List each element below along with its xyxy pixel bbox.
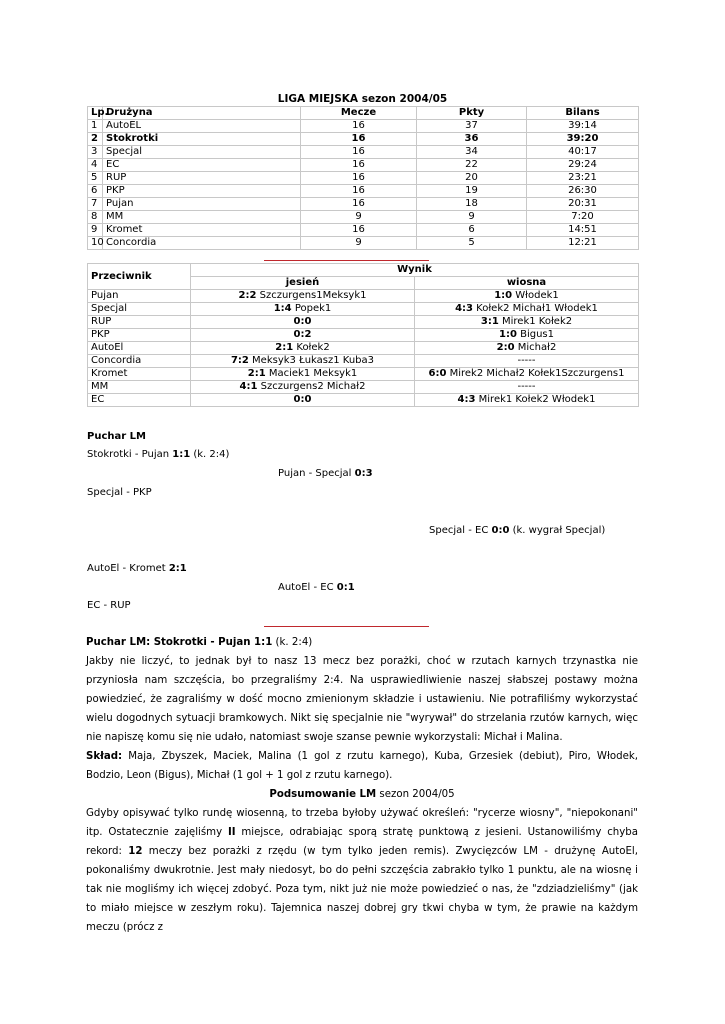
scorers-autumn: Szczurgens1Meksyk1 bbox=[256, 290, 367, 301]
league-cell-team: MM bbox=[103, 211, 301, 224]
league-cell-mecze: 16 bbox=[301, 172, 417, 185]
league-row bbox=[88, 172, 639, 185]
league-title: LIGA MIEJSKA sezon 2004/05 bbox=[277, 93, 448, 105]
article-paragraph-2: Gdyby opisywać tylko rundę wiosenną, to trzeba byłoby używać określeń: "rycerze wiosny", "niepokonani" itp. Ostatecznie zajęliśmy II miejsce, odrabiając sporą stratę punktową z jesieni. Ustanowiliśmy chyba rekord: 12 meczy bez porażki z rzędu (w tym tylko jeden remis). Zwycięzców LM - drużynę AutoEl, pokonaliśmy dwukrotnie. Jest mały niedosyt, bo do pełni szczęścia zabrakło tylko 1 punktu, ale na wiosnę i tak nie mogliśmy ich więcej zdobyć. Poza tym, nikt już nie może powiedzieć o nas, że "zdziadzieliśmy" (jak to miało miejsce w zeszłym roku). Tajemnica naszej dobrej gry tkwi chyba w tym, że prawie na każdym meczu (prócz z bbox=[86, 808, 638, 933]
league-row bbox=[88, 159, 639, 172]
cup-m1-extra: (k. 2:4) bbox=[190, 449, 230, 460]
col-bilans: Bilans bbox=[527, 107, 639, 120]
cup-m4-score: 0:0 bbox=[491, 525, 510, 536]
results-cell-autumn bbox=[191, 303, 415, 316]
results-row bbox=[88, 394, 639, 407]
league-cell-team: EC bbox=[103, 159, 301, 172]
col-team: Drużyna bbox=[103, 107, 301, 120]
league-cell-team: Stokrotki bbox=[103, 133, 301, 146]
results-cell-autumn bbox=[191, 316, 415, 329]
league-cell-pkty: 18 bbox=[417, 198, 527, 211]
score-autumn: 0:0 bbox=[293, 394, 312, 405]
league-cell-bilans: 12:21 bbox=[527, 237, 639, 250]
cup-m7-teams: EC - RUP bbox=[87, 600, 131, 611]
results-row bbox=[88, 290, 639, 303]
league-cell-lp: 4 bbox=[88, 159, 103, 172]
cup-match-2 bbox=[278, 468, 373, 480]
league-cell-pkty: 37 bbox=[417, 120, 527, 133]
article-heading: Puchar LM: Stokrotki - Pujan 1:1 (k. 2:4) bbox=[86, 637, 313, 648]
scorers-autumn: Szczurgens2 Michał2 bbox=[257, 381, 366, 392]
scorers-spring: ----- bbox=[517, 381, 536, 392]
cup-match-1 bbox=[87, 449, 229, 461]
league-cell-pkty: 36 bbox=[417, 133, 527, 146]
results-cell-spring bbox=[415, 316, 639, 329]
league-cell-lp: 9 bbox=[88, 224, 103, 237]
results-cell-spring bbox=[415, 394, 639, 407]
league-cell-bilans: 29:24 bbox=[527, 159, 639, 172]
score-autumn: 2:1 bbox=[247, 368, 266, 379]
league-cell-bilans: 7:20 bbox=[527, 211, 639, 224]
score-spring: 1:0 bbox=[499, 329, 517, 340]
league-cell-mecze: 16 bbox=[301, 133, 417, 146]
league-row bbox=[88, 133, 639, 146]
cup-match-5 bbox=[87, 563, 187, 575]
score-autumn: 2:1 bbox=[275, 342, 294, 353]
cup-m6-teams: AutoEl - EC bbox=[278, 582, 337, 593]
league-cell-mecze: 16 bbox=[301, 120, 417, 133]
league-cell-team: Specjal bbox=[103, 146, 301, 159]
league-row bbox=[88, 237, 639, 250]
col-mecze: Mecze bbox=[301, 107, 417, 120]
league-cell-bilans: 39:20 bbox=[527, 133, 639, 146]
league-cell-team: Kromet bbox=[103, 224, 301, 237]
col-result: Wynik bbox=[191, 264, 639, 277]
league-cell-mecze: 16 bbox=[301, 146, 417, 159]
league-cell-lp: 1 bbox=[88, 120, 103, 133]
scorers-spring: Mirek1 Kołek2 Włodek1 bbox=[475, 394, 596, 405]
score-autumn: 2:2 bbox=[238, 290, 257, 301]
results-cell-autumn bbox=[191, 381, 415, 394]
results-cell-opponent: Concordia bbox=[88, 355, 191, 368]
league-cell-lp: 5 bbox=[88, 172, 103, 185]
league-cell-pkty: 19 bbox=[417, 185, 527, 198]
scorers-spring: Bigus1 bbox=[516, 329, 554, 340]
results-cell-autumn bbox=[191, 355, 415, 368]
score-autumn: 7:2 bbox=[230, 355, 249, 366]
scorers-spring: Mirek1 Kołek2 bbox=[498, 316, 573, 327]
cup-m5-teams: AutoEl - Kromet bbox=[87, 563, 169, 574]
col-autumn: jesień bbox=[191, 277, 415, 290]
results-cell-opponent: RUP bbox=[88, 316, 191, 329]
results-cell-autumn bbox=[191, 394, 415, 407]
scorers-spring: ----- bbox=[517, 355, 536, 366]
score-spring: 1:0 bbox=[494, 290, 513, 301]
cup-m1-score: 1:1 bbox=[172, 449, 191, 460]
cup-m2-score: 0:3 bbox=[354, 468, 373, 479]
score-autumn: 0:0 bbox=[293, 316, 312, 327]
results-cell-spring bbox=[415, 329, 639, 342]
scorers-autumn: Maciek1 Meksyk1 bbox=[265, 368, 358, 379]
results-header-row-1 bbox=[88, 264, 639, 277]
league-cell-bilans: 20:31 bbox=[527, 198, 639, 211]
cup-match-4 bbox=[429, 525, 605, 537]
results-cell-autumn bbox=[191, 329, 415, 342]
cup-m3-teams: Specjal - PKP bbox=[87, 487, 152, 498]
league-cell-team: AutoEL bbox=[103, 120, 301, 133]
league-cell-team: Pujan bbox=[103, 198, 301, 211]
league-cell-mecze: 16 bbox=[301, 198, 417, 211]
results-cell-spring bbox=[415, 290, 639, 303]
col-spring: wiosna bbox=[415, 277, 639, 290]
league-cell-pkty: 22 bbox=[417, 159, 527, 172]
cup-m5-score: 2:1 bbox=[168, 563, 187, 574]
results-cell-autumn bbox=[191, 368, 415, 381]
league-cell-lp: 10 bbox=[88, 237, 103, 250]
score-spring: 4:3 bbox=[455, 303, 473, 314]
league-cell-mecze: 16 bbox=[301, 159, 417, 172]
score-autumn: 4:1 bbox=[239, 381, 258, 392]
article bbox=[86, 633, 638, 937]
league-cell-bilans: 40:17 bbox=[527, 146, 639, 159]
scorers-autumn: Meksyk3 Łukasz1 Kuba3 bbox=[248, 355, 375, 366]
league-cell-pkty: 20 bbox=[417, 172, 527, 185]
results-row bbox=[88, 381, 639, 394]
col-pkty: Pkty bbox=[417, 107, 527, 120]
league-cell-team: Concordia bbox=[103, 237, 301, 250]
results-row bbox=[88, 329, 639, 342]
cup-m4-teams: Specjal - EC bbox=[429, 525, 492, 536]
results-cell-opponent: MM bbox=[88, 381, 191, 394]
league-cell-pkty: 6 bbox=[417, 224, 527, 237]
league-cell-mecze: 16 bbox=[301, 224, 417, 237]
results-cell-autumn bbox=[191, 290, 415, 303]
league-row bbox=[88, 198, 639, 211]
cup-title: Puchar LM bbox=[87, 431, 146, 442]
results-cell-opponent: Kromet bbox=[88, 368, 191, 381]
results-cell-autumn bbox=[191, 342, 415, 355]
score-autumn: 0:2 bbox=[293, 329, 312, 340]
league-row bbox=[88, 224, 639, 237]
divider-red-2 bbox=[264, 626, 429, 627]
score-spring: 6:0 bbox=[428, 368, 447, 379]
results-cell-opponent: Specjal bbox=[88, 303, 191, 316]
league-cell-team: PKP bbox=[103, 185, 301, 198]
article-paragraph-1: Jakby nie liczyć, to jednak był to nasz 13 mecz bez porażki, choć w rzutach karnych trzynastka nie przyniosła nam szczęścia, bo przegraliśmy 2:4. Na usprawiedliwienie naszej słabszej postawy można powiedzieć, że zagraliśmy w dość mocno zmienionym składzie i ustawieniu. Nie potrafiliśmy wykorzystać wielu dogodnych sytuacji bramkowych. Nikt się specjalnie nie "wyrywał" do strzelania rzutów karnych, więc nie napiszę komu się nie udało, natomiast swoje szanse pewnie wykorzystali: Michał i Malina. bbox=[86, 656, 638, 743]
results-cell-opponent: EC bbox=[88, 394, 191, 407]
league-cell-bilans: 14:51 bbox=[527, 224, 639, 237]
results-table bbox=[87, 263, 639, 407]
results-row bbox=[88, 368, 639, 381]
league-cell-mecze: 9 bbox=[301, 211, 417, 224]
cup-match-7 bbox=[87, 600, 131, 612]
league-header-row bbox=[88, 107, 639, 120]
league-cell-pkty: 5 bbox=[417, 237, 527, 250]
league-cell-team: RUP bbox=[103, 172, 301, 185]
scorers-spring: Michał2 bbox=[514, 342, 557, 353]
cup-match-3 bbox=[87, 487, 152, 499]
divider-red bbox=[264, 260, 429, 261]
cup-m2-teams: Pujan - Specjal bbox=[278, 468, 355, 479]
results-cell-spring bbox=[415, 303, 639, 316]
league-cell-lp: 6 bbox=[88, 185, 103, 198]
league-cell-mecze: 16 bbox=[301, 185, 417, 198]
col-lp: Lp. bbox=[88, 107, 103, 120]
scorers-spring: Kołek2 Michał1 Włodek1 bbox=[472, 303, 598, 314]
results-cell-spring bbox=[415, 342, 639, 355]
col-opponent: Przeciwnik bbox=[88, 264, 191, 290]
league-row bbox=[88, 185, 639, 198]
score-autumn: 1:4 bbox=[273, 303, 292, 314]
score-spring: 3:1 bbox=[480, 316, 499, 327]
summary-heading: Podsumowanie LM sezon 2004/05 bbox=[269, 789, 455, 800]
score-spring: 4:3 bbox=[457, 394, 476, 405]
league-cell-bilans: 23:21 bbox=[527, 172, 639, 185]
league-cell-lp: 8 bbox=[88, 211, 103, 224]
cup-m4-extra: (k. wygrał Specjal) bbox=[509, 525, 606, 536]
scorers-autumn: Popek1 bbox=[291, 303, 332, 314]
league-cell-bilans: 26:30 bbox=[527, 185, 639, 198]
results-row bbox=[88, 303, 639, 316]
league-cell-lp: 2 bbox=[88, 133, 103, 146]
league-cell-lp: 3 bbox=[88, 146, 103, 159]
results-cell-opponent: Pujan bbox=[88, 290, 191, 303]
league-cell-pkty: 34 bbox=[417, 146, 527, 159]
league-row bbox=[88, 120, 639, 133]
league-cell-mecze: 9 bbox=[301, 237, 417, 250]
results-cell-opponent: AutoEl bbox=[88, 342, 191, 355]
cup-match-6 bbox=[278, 582, 355, 594]
scorers-spring: Włodek1 bbox=[512, 290, 559, 301]
scorers-autumn: Kołek2 bbox=[293, 342, 330, 353]
results-row bbox=[88, 355, 639, 368]
results-cell-spring bbox=[415, 368, 639, 381]
league-cell-bilans: 39:14 bbox=[527, 120, 639, 133]
league-cell-pkty: 9 bbox=[417, 211, 527, 224]
results-cell-spring bbox=[415, 355, 639, 368]
league-row bbox=[88, 146, 639, 159]
league-cell-lp: 7 bbox=[88, 198, 103, 211]
league-table bbox=[87, 106, 639, 250]
results-row bbox=[88, 342, 639, 355]
results-cell-spring bbox=[415, 381, 639, 394]
league-row bbox=[88, 211, 639, 224]
scorers-spring: Mirek2 Michał2 Kołek1Szczurgens1 bbox=[446, 368, 625, 379]
cup-m6-score: 0:1 bbox=[336, 582, 355, 593]
score-spring: 2:0 bbox=[496, 342, 515, 353]
results-cell-opponent: PKP bbox=[88, 329, 191, 342]
results-row bbox=[88, 316, 639, 329]
article-squad: Skład: Maja, Zbyszek, Maciek, Malina (1 gol z rzutu karnego), Kuba, Grzesiek (debiut), Piro, Włodek, Bodzio, Leon (Bigus), Michał (1 gol + 1 gol z rzutu karnego). bbox=[86, 751, 638, 781]
cup-m1-teams: Stokrotki - Pujan bbox=[87, 449, 173, 460]
